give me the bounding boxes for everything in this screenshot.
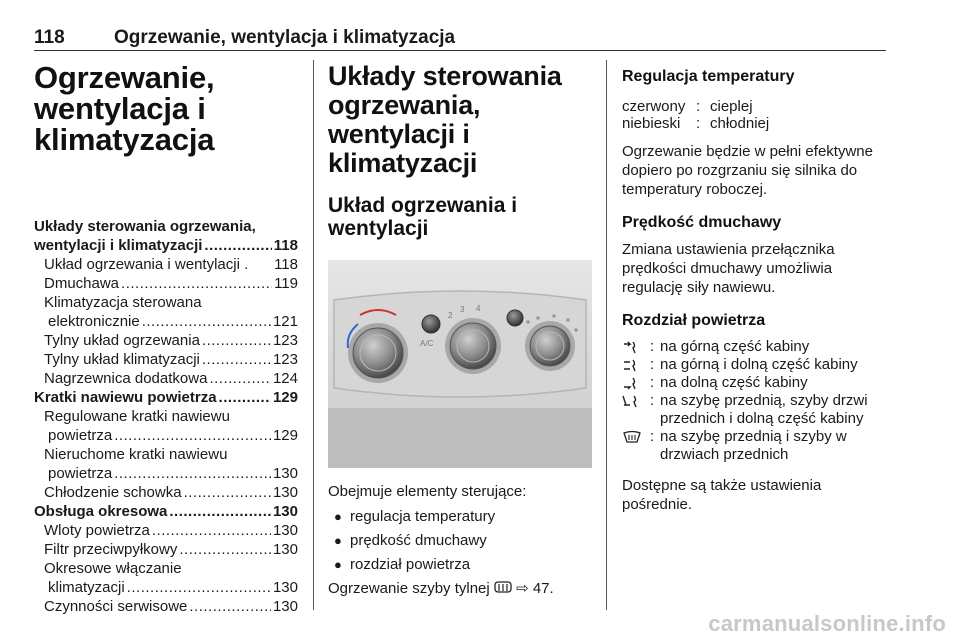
temperature-legend [622, 98, 892, 132]
fan-text: Zmiana ustawienia przełącznika prędkości dmuchawy umożliwia regulację siły nawiewu. [622, 241, 835, 296]
list-item: ● regulacja temperatury [334, 508, 496, 525]
toc-entry[interactable]: Układ ogrzewania i wentylacji . 118 [44, 256, 298, 273]
fan-scale-label: 2 [448, 311, 453, 320]
intro-text: Obejmuje elementy sterujące: [328, 483, 527, 500]
toc-entry[interactable]: Obsługa okresowa ..... 130 [34, 502, 298, 521]
toc-entry[interactable]: klimatyzacji ..... 130 [34, 578, 298, 597]
list-item: ● rozdział powietrza [334, 556, 471, 573]
air-distribution-knob[interactable] [525, 321, 575, 371]
vent-upper-icon [622, 338, 650, 356]
header-rule [34, 50, 886, 51]
list-item: : na górną część kabiny [622, 338, 892, 356]
list-item: : na górną i dolną część kabiny [622, 356, 892, 374]
toc-entry[interactable]: powietrza ..... 130 [34, 464, 298, 483]
details-column [622, 67, 892, 514]
toc-entry[interactable]: Chłodzenie schowka ..... 130 [34, 483, 298, 502]
control-panel-photo [328, 260, 592, 468]
toc-entry-text[interactable]: Okresowe włączanie [44, 560, 182, 577]
toc-entry[interactable]: Czynności serwisowe ..... 130 [34, 597, 298, 616]
toc-entry[interactable]: Tylny układ ogrzewania ..... 123 [34, 331, 298, 350]
heating-panel-illustration [328, 260, 592, 468]
controls-list [328, 507, 592, 574]
toc-entry[interactable]: Nagrzewnica dodatkowa ..... 124 [34, 369, 298, 388]
legend-row: czerwony : cieplej [622, 98, 753, 115]
table-of-contents [34, 217, 298, 616]
list-item: : na szybę przednią i szyby w drzwiach przednich [622, 428, 892, 464]
toc-entry[interactable]: elektronicznie ..... 121 [34, 312, 298, 331]
list-item: : na szybę przednią, szyby drzwi przednich i dolną część kabiny [622, 392, 892, 428]
rear-window-heater-icon [494, 581, 512, 594]
toc-entry[interactable]: Wloty powietrza ..... 130 [34, 521, 298, 540]
windshield-defrost-icon [622, 428, 650, 446]
air-distribution-list [622, 338, 892, 464]
legend-row: niebieski : chłodniej [622, 115, 770, 132]
toc-entry[interactable]: wentylacji i klimatyzacji ..... 118 [34, 236, 298, 255]
temperature-heading: Regulacja temperatury [622, 68, 795, 85]
ac-button[interactable] [422, 315, 440, 333]
temperature-knob[interactable] [348, 323, 408, 383]
page-number: 118 [34, 27, 65, 48]
toc-entry[interactable]: Kratki nawiewu powietrza ..... 129 [34, 388, 298, 407]
toc-entry-text[interactable]: Regulowane kratki nawiewu [44, 408, 230, 425]
toc-entry[interactable]: Tylny układ klimatyzacji ..... 123 [34, 350, 298, 369]
fan-scale-label: 3 [460, 305, 465, 314]
list-item: ● prędkość dmuchawy [334, 532, 487, 549]
chapter-title: Ogrzewanie, wentylacja i klimatyzacja [34, 60, 215, 157]
toc-entry[interactable]: Dmuchawa ..... 119 [34, 274, 298, 293]
recirculation-button[interactable] [507, 310, 523, 326]
air-distribution-heading: Rozdział powietrza [622, 312, 766, 329]
toc-column [34, 62, 298, 616]
temperature-note: Ogrzewanie będzie w pełni efektywne dopiero po rozgrzaniu się silnika do temperatury roboczej. [622, 143, 873, 198]
header-title: Ogrzewanie, wentylacja i klimatyzacja [114, 27, 456, 48]
fan-heading: Prędkość dmuchawy [622, 214, 782, 231]
subsection-heading: Układ ogrzewania i wentylacji [328, 194, 518, 240]
toc-entry[interactable]: Filtr przeciwpyłkowy ..... 130 [34, 540, 298, 559]
column-divider-2 [606, 60, 607, 610]
toc-entry-text[interactable]: Układy sterowania ogrzewania, [34, 218, 256, 235]
section-heading: Układy sterowania ogrzewania, wentylacji i klimatyzacji [328, 61, 562, 178]
page-ref-arrow-icon: ⇨ [516, 580, 529, 597]
controls-column [328, 62, 592, 598]
vent-windshield-lower-icon [622, 392, 650, 410]
watermark: carmanualsonline.info [708, 611, 946, 636]
intermediate-settings-note: Dostępne są także ustawienia pośrednie. [622, 477, 822, 513]
fan-speed-knob[interactable] [445, 318, 501, 374]
column-divider-1 [313, 60, 314, 610]
rear-defrost-ref: Ogrzewanie szyby tylnej ⇨ 47. [328, 580, 554, 597]
vent-lower-icon [622, 374, 650, 392]
ac-label: A/C [420, 339, 434, 348]
list-item: : na dolną część kabiny [622, 374, 892, 392]
toc-entry[interactable]: powietrza ..... 129 [34, 426, 298, 445]
vent-upper-lower-icon [622, 356, 650, 374]
fan-scale-label: 4 [476, 304, 481, 313]
toc-entry-text[interactable]: Klimatyzacja sterowana [44, 294, 202, 311]
toc-entry-text[interactable]: Nieruchome kratki nawiewu [44, 446, 228, 463]
